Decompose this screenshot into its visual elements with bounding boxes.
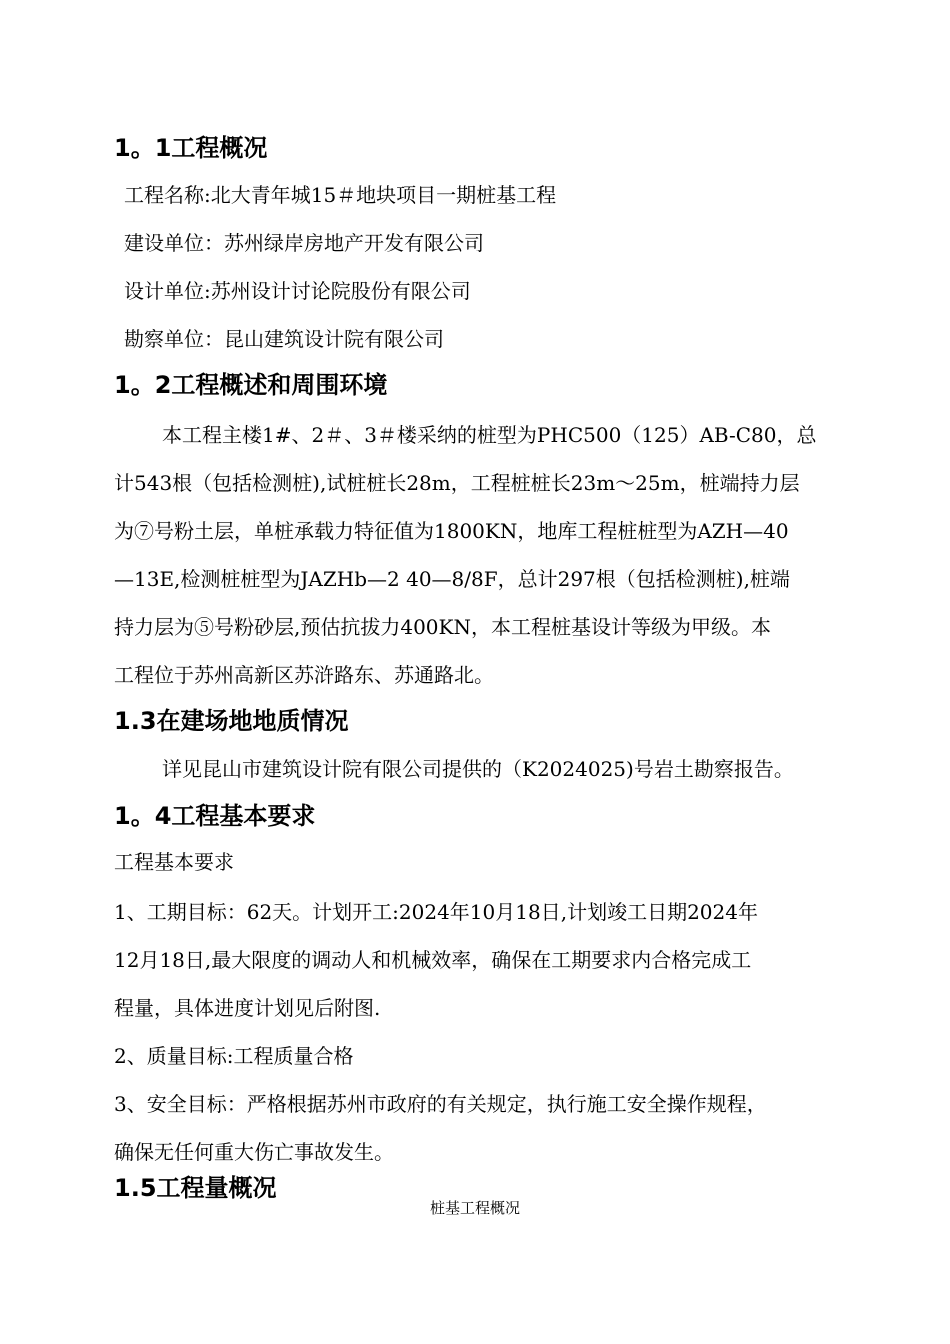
project-name-line: 工程名称:北大青年城15＃地块项目一期桩基工程 — [124, 183, 557, 207]
overview-paragraph-line: 为⑦号粉土层，单桩承载力特征值为1800KN，地库工程桩桩型为AZH—40 — [114, 519, 789, 543]
requirements-subtitle: 工程基本要求 — [114, 850, 234, 874]
schedule-goal-line: 程量，具体进度计划见后附图. — [114, 996, 381, 1020]
overview-paragraph-line: 计543根（包括检测桩),试桩桩长28m，工程桩桩长23m～25m，桩端持力层 — [114, 471, 800, 495]
quality-goal-line: 2、质量目标:工程质量合格 — [114, 1044, 354, 1068]
schedule-goal-line: 1、工期目标：62天。计划开工:2024年10月18日,计划竣工日期2024年 — [114, 900, 758, 924]
section-1-1-heading: 1。1工程概况 — [114, 134, 268, 162]
construction-unit-line: 建设单位：苏州绿岸房地产开发有限公司 — [124, 231, 484, 255]
survey-unit-line: 勘察单位：昆山建筑设计院有限公司 — [124, 327, 444, 351]
table-caption: 桩基工程概况 — [429, 1199, 520, 1217]
section-1-4-heading: 1。4工程基本要求 — [114, 802, 316, 830]
design-unit-line: 设计单位:苏州设计讨论院股份有限公司 — [124, 279, 471, 303]
section-1-2-heading: 1。2工程概述和周围环境 — [114, 371, 388, 399]
section-1-5-heading: 1.5工程量概况 — [114, 1174, 277, 1202]
schedule-goal-line: 12月18日,最大限度的调动人和机械效率，确保在工期要求内合格完成工 — [114, 948, 752, 972]
overview-paragraph-line: 持力层为⑤号粉砂层,预估抗拔力400KN，本工程桩基设计等级为甲级。本 — [114, 615, 771, 639]
section-1-3-heading: 1.3在建场地地质情况 — [114, 707, 349, 735]
geology-paragraph-line: 详见昆山市建筑设计院有限公司提供的（K2024025)号岩土勘察报告。 — [162, 757, 794, 781]
safety-goal-line: 3、安全目标：严格根据苏州市政府的有关规定，执行施工安全操作规程， — [114, 1092, 767, 1116]
safety-goal-line: 确保无任何重大伤亡事故发生。 — [114, 1140, 394, 1164]
overview-paragraph-line: 工程位于苏州高新区苏浒路东、苏通路北。 — [114, 663, 494, 687]
overview-paragraph-line: 本工程主楼1#、2＃、3＃楼采纳的桩型为PHC500（125）AB-C80，总 — [162, 423, 817, 447]
overview-paragraph-line: —13E,检测桩桩型为JAZHb—2 40—8/8F，总计297根（包括检测桩),桩端 — [114, 567, 790, 591]
